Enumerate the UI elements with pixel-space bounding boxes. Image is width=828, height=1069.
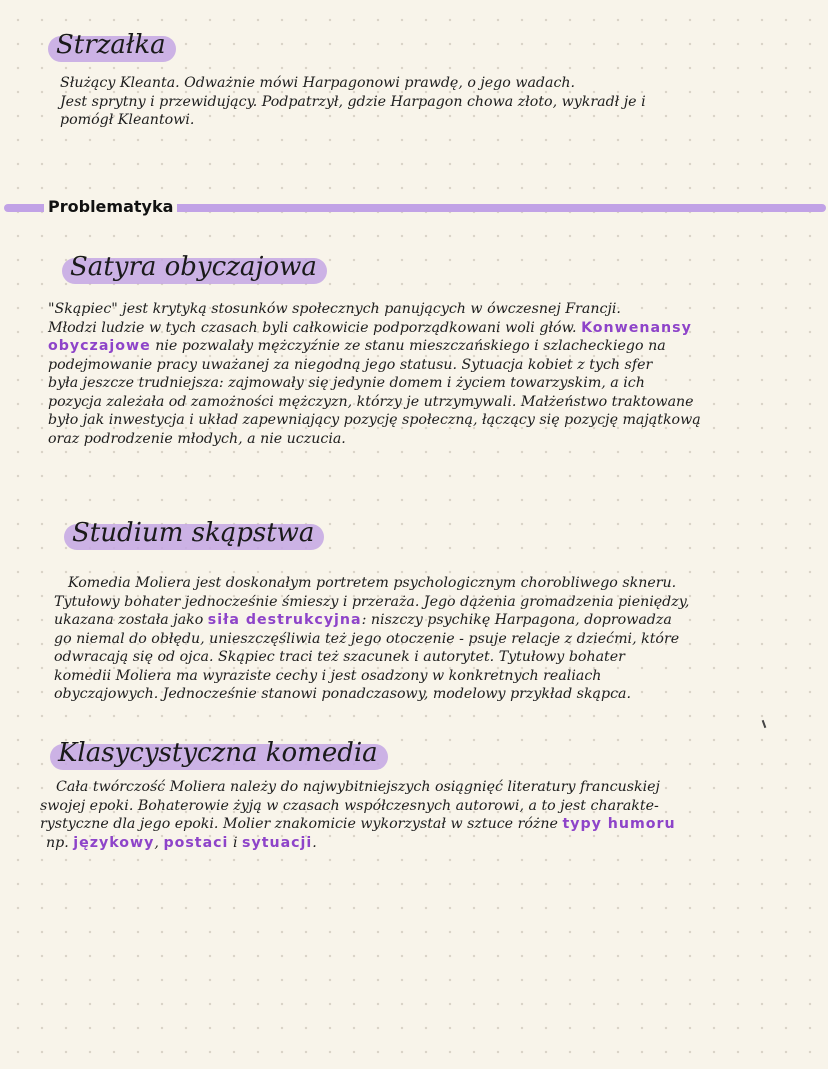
klasycystyczna-end: . [312, 834, 317, 851]
heading-strzalka [56, 30, 166, 60]
highlight-obyczajowe: obyczajowe [48, 338, 151, 354]
satyra-line-3-text: nie pozwalały mężczyźnie ze stanu mieszczańskiego i szlacheckiego na [155, 338, 666, 354]
satyra-line-6: pozycja zależała od zamożności mężczyzn, którzy je utrzymywali. Małżeństwo traktowane [48, 393, 694, 410]
studium-line-4: go niemal do obłędu, unieszczęśliwia też jego otoczenie - psuje relacje z dziećmi, które [54, 630, 680, 647]
studium-line-1: Komedia Moliera jest doskonałym portretem psychologicznym chorobliwego skneru. [68, 575, 677, 591]
klasycystyczna-line-3a: rystyczne dla jego epoki. Molier znakomicie wykorzystał w sztuce różne [40, 816, 558, 832]
klasycystyczna-line-3 [40, 815, 676, 834]
satyra-line-2-text: Młodzi ludzie w tych czasach byli całkowicie podporządkowani woli głów. [48, 319, 577, 336]
studium-line-3a: ukazana została jako [54, 612, 204, 628]
klasycystyczna-line-4 [40, 834, 676, 853]
satyra-line-7: było jak inwestycja i układ zapewniający pozycję społeczną, łączący się pozycję majątkową [48, 412, 701, 428]
pen-tick-mark [762, 720, 767, 728]
strzalka-line-2: Jest sprytny i przewidujący. Podpatrzył, gdzie Harpagon chowa złoto, wykradł je i [60, 93, 646, 110]
paragraph-studium [54, 574, 689, 704]
heading-satyra-text: Satyra obyczajowa [70, 252, 317, 282]
strzalka-line-3: pomógł Kleantowi. [60, 112, 195, 128]
heading-klasycystyczna [58, 738, 378, 768]
paragraph-strzalka [60, 74, 646, 130]
satyra-line-4: podejmowanie pracy uważanej za niegodną jego statusu. Sytuacja kobiet z tych sfer [48, 356, 653, 373]
klasycystyczna-sep-1: , [154, 834, 159, 851]
section-divider-problematyka [0, 197, 828, 216]
heading-klasycystyczna-text: Klasycystyczna komedia [58, 738, 378, 768]
studium-line-7: obyczajowych. Jednocześnie stanowi ponadczasowy, modelowy przykład skąpca. [54, 686, 632, 702]
highlight-sytuacji: sytuacji [242, 834, 313, 851]
satyra-line-2 [48, 319, 701, 338]
satyra-line-3 [48, 337, 701, 356]
studium-line-5: odwracają się od ojca. Skąpiec traci też szacunek i autorytet. Tytułowy bohater [54, 649, 625, 665]
studium-line-3 [54, 611, 689, 630]
klasycystyczna-line-1: Cała twórczość Moliera należy do najwybitniejszych osiągnięć literatury francuskiej [56, 779, 660, 795]
satyra-line-1: "Skąpiec" jest krytyką stosunków społecznych panujących w ówczesnej Francji. [48, 301, 621, 317]
heading-studium-text: Studium skąpstwa [72, 518, 315, 548]
satyra-line-5: była jeszcze trudniejsza: zajmowały się jedynie domem i życiem towarzyskim, a ich [48, 375, 645, 391]
strzalka-line-1: Służący Kleanta. Odważnie mówi Harpagonowi prawdę, o jego wadach. [60, 75, 576, 91]
paragraph-klasycystyczna [40, 778, 676, 852]
klasycystyczna-line-2: swojej epoki. Bohaterowie żyją w czasach współczesnych autorowi, a to jest charakte- [40, 797, 659, 814]
satyra-line-8: oraz podrodzenie młodych, a nie uczucia. [48, 430, 346, 447]
highlight-typy-humoru: typy humoru [562, 816, 676, 832]
section-label-problematyka: Problematyka [44, 197, 177, 217]
heading-strzalka-text: Strzałka [56, 30, 166, 60]
highlight-jezykowy: językowy [73, 834, 155, 851]
studium-line-3b: : niszczy psychikę Harpagona, doprowadza [361, 612, 672, 628]
klasycystyczna-np: np. [46, 834, 69, 851]
studium-line-6: komedii Moliera ma wyraziste cechy i jest osadzony w konkretnych realiach [54, 667, 602, 684]
heading-satyra [70, 252, 317, 282]
highlight-sila-destrukcyjna: siła destrukcyjna [207, 612, 362, 628]
studium-line-2: Tytułowy bohater jednocześnie śmieszy i przeraża. Jego dążenia gromadzenia pieniędzy, [54, 593, 690, 610]
highlight-konwenansy: Konwenansy [581, 319, 692, 336]
heading-studium [72, 518, 314, 548]
highlight-postaci: postaci [163, 834, 229, 851]
paragraph-satyra [48, 300, 701, 448]
klasycystyczna-sep-2: i [232, 834, 238, 851]
